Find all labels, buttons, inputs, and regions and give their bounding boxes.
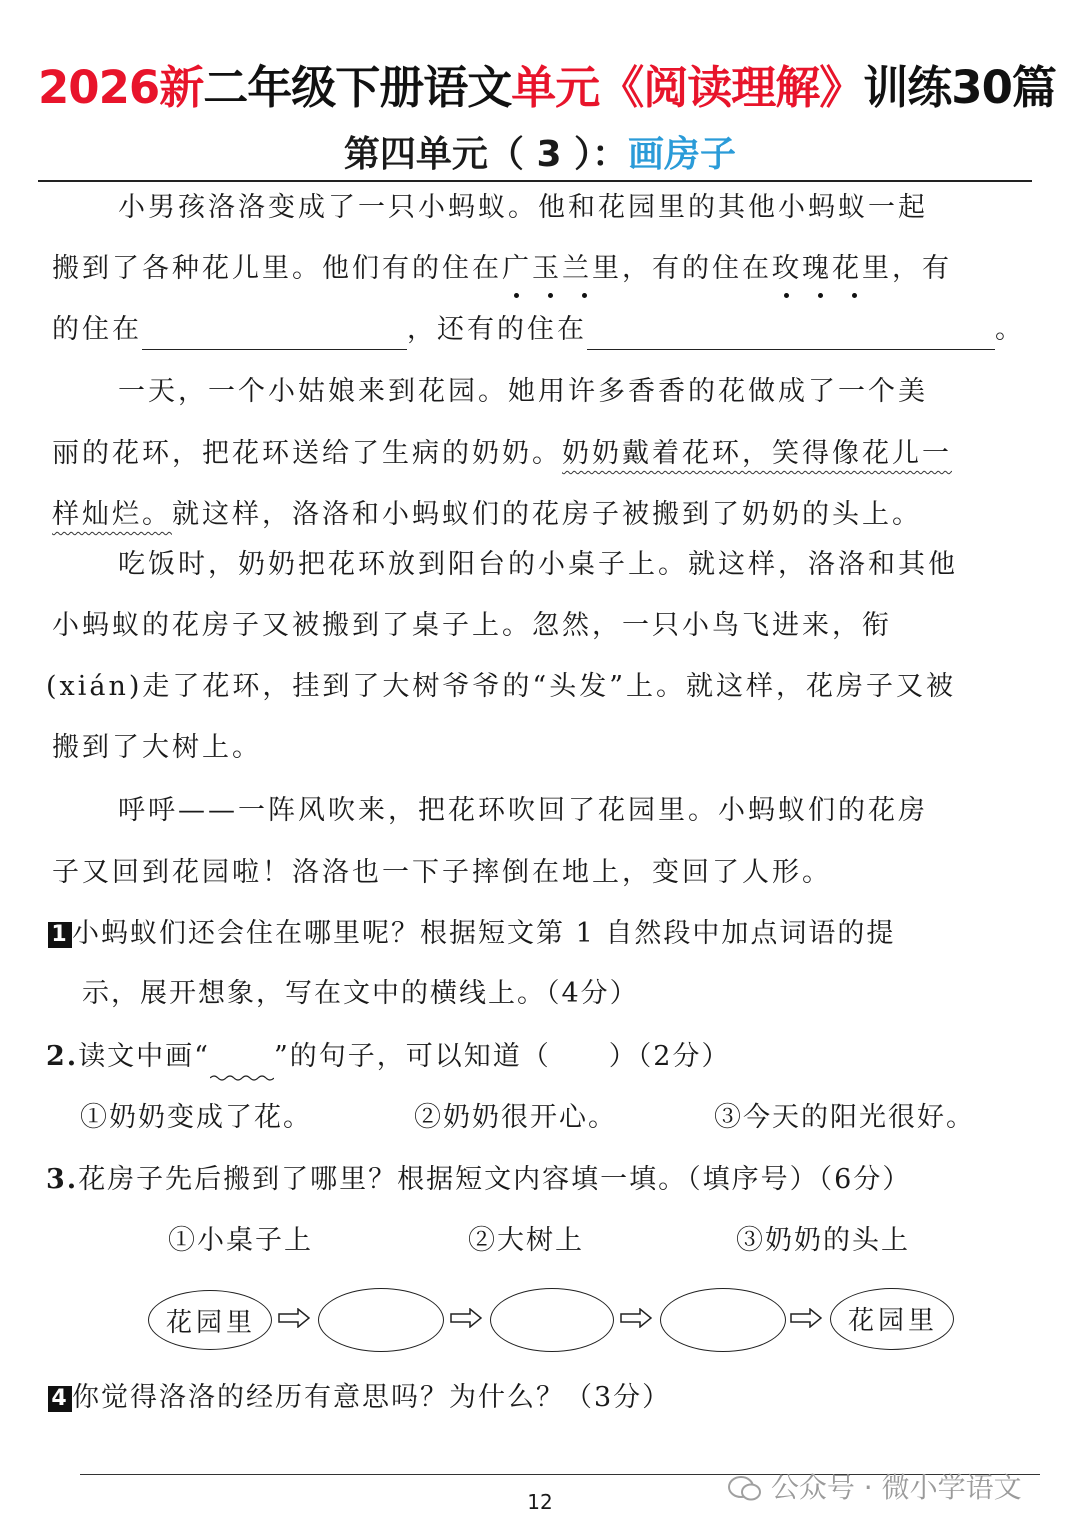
p3-line1: 吃饭时，奶奶把花环放到阳台的小桌子上。就这样，洛洛和其他 bbox=[118, 549, 958, 580]
question-4-text: 你觉得洛洛的经历有意思吗？为什么？（3分） bbox=[72, 1382, 672, 1413]
question-2 bbox=[46, 1037, 730, 1077]
flow-node-end-label: 花园里 bbox=[847, 1306, 938, 1336]
question-4 bbox=[48, 1378, 671, 1418]
p1-line2-c: 里，有 bbox=[862, 253, 952, 284]
emphasis-dot bbox=[784, 293, 789, 298]
q2-option-1[interactable]: ①奶奶变成了花。 bbox=[80, 1102, 312, 1133]
title-unit-reading: 单元《阅读理解》 bbox=[511, 61, 864, 114]
dotted-word-meiguihua bbox=[772, 253, 862, 284]
p1-line2-a: 搬到了各种花儿里。他们有的住在 bbox=[52, 253, 502, 284]
emphasis-dot bbox=[852, 293, 857, 298]
subtitle-name: 画房子 bbox=[628, 134, 737, 175]
question-4-number: 4 bbox=[48, 1386, 72, 1412]
p1-line3-b: ，还有的住在 bbox=[407, 314, 587, 345]
wavy-line-sample bbox=[210, 1051, 274, 1077]
p4-line2: 子又回到花园啦！洛洛也一下子摔倒在地上，变回了人形。 bbox=[52, 857, 832, 888]
flow-blank-1[interactable] bbox=[318, 1288, 444, 1352]
flow-arrow-icon bbox=[278, 1308, 310, 1328]
wavy-sentence-part2: 样灿烂。 bbox=[52, 499, 172, 530]
p1-line2 bbox=[52, 249, 952, 289]
emphasis-dot bbox=[818, 293, 823, 298]
p1-line3-c: 。 bbox=[995, 314, 1025, 345]
p1-line3-a: 的住在 bbox=[52, 314, 142, 345]
question-2-text-b: ”的句子，可以知道（ ）（2分） bbox=[274, 1041, 731, 1072]
flow-blank-3[interactable] bbox=[660, 1288, 786, 1352]
p2-line2 bbox=[52, 434, 952, 474]
flow-node-start-label: 花园里 bbox=[165, 1308, 256, 1338]
p2-line2-a: 丽的花环，把花环送给了生病的奶奶。 bbox=[52, 438, 562, 469]
q2-option-2[interactable]: ②奶奶很开心。 bbox=[414, 1102, 617, 1133]
title-new: 新 bbox=[159, 61, 204, 114]
p4-line1: 呼呼——一阵风吹来，把花环吹回了花园里。小蚂蚁们的花房 bbox=[118, 795, 928, 826]
dotted-word-guangyulan bbox=[502, 253, 592, 284]
lesson-subtitle bbox=[0, 130, 1080, 180]
question-1-line2: 示，展开想象，写在文中的横线上。（4分） bbox=[82, 978, 639, 1009]
watermark-text: 公众号 · 微小学语文 bbox=[770, 1471, 1022, 1504]
question-1-line1: 小蚂蚁们还会住在哪里呢？根据短文第 1 自然段中加点词语的提 bbox=[72, 918, 896, 949]
page-number: 12 bbox=[527, 1490, 553, 1514]
q3-option-3: ③奶奶的头上 bbox=[736, 1225, 910, 1256]
flow-blank-2[interactable] bbox=[490, 1288, 614, 1352]
p1-line1: 小男孩洛洛变成了一只小蚂蚁。他和花园里的其他小蚂蚁一起 bbox=[118, 192, 928, 223]
subtitle-prefix: 第四单元（ 3 ）： bbox=[343, 134, 629, 175]
emphasis-dot bbox=[514, 293, 519, 298]
p2-line3-b: 就这样，洛洛和小蚂蚁们的花房子被搬到了奶奶的头上。 bbox=[172, 499, 922, 530]
question-1-number: 1 bbox=[48, 922, 72, 948]
header-divider bbox=[38, 180, 1032, 182]
p1-line3 bbox=[52, 310, 1025, 350]
question-1 bbox=[48, 914, 895, 954]
worksheet-title bbox=[38, 58, 1056, 118]
title-count: 训练30篇 bbox=[863, 61, 1056, 114]
title-grade: 二年级下册语文 bbox=[203, 61, 512, 114]
dotted-word-text: 广玉兰 bbox=[502, 253, 592, 284]
p2-line3 bbox=[52, 495, 922, 535]
q2-option-3[interactable]: ③今天的阳光很好。 bbox=[714, 1102, 975, 1133]
flow-arrow-icon bbox=[790, 1308, 822, 1328]
p3-line2: 小蚂蚁的花房子又被搬到了桌子上。忽然，一只小鸟飞进来，衔 bbox=[52, 610, 892, 641]
p3-line3: (xián)走了花环，挂到了大树爷爷的“头发”上。就这样，花房子又被 bbox=[46, 671, 957, 702]
p1-line2-b: 里，有的住在 bbox=[592, 253, 772, 284]
question-3 bbox=[46, 1160, 911, 1200]
wechat-icon bbox=[728, 1475, 762, 1503]
p2-line1: 一天，一个小姑娘来到花园。她用许多香香的花做成了一个美 bbox=[118, 376, 928, 407]
answer-blank-2[interactable] bbox=[587, 319, 995, 350]
watermark bbox=[728, 1466, 1022, 1506]
q3-option-1: ①小桌子上 bbox=[168, 1225, 313, 1256]
question-2-text-a: 读文中画“ bbox=[78, 1041, 210, 1072]
emphasis-dot bbox=[548, 293, 553, 298]
question-3-number: 3. bbox=[46, 1164, 79, 1195]
wavy-sentence-part1: 奶奶戴着花环，笑得像花儿一 bbox=[562, 438, 952, 469]
title-year: 2026 bbox=[38, 61, 160, 114]
dotted-word-text: 玫瑰花 bbox=[772, 253, 862, 284]
flow-arrow-icon bbox=[620, 1308, 652, 1328]
emphasis-dot bbox=[582, 293, 587, 298]
question-2-number: 2. bbox=[46, 1041, 79, 1072]
flow-arrow-icon bbox=[450, 1308, 482, 1328]
p3-line4: 搬到了大树上。 bbox=[52, 732, 262, 763]
question-3-text: 花房子先后搬到了哪里？根据短文内容填一填。（填序号）（6分） bbox=[78, 1164, 912, 1195]
answer-blank-1[interactable] bbox=[142, 319, 407, 350]
q3-option-2: ②大树上 bbox=[468, 1225, 584, 1256]
